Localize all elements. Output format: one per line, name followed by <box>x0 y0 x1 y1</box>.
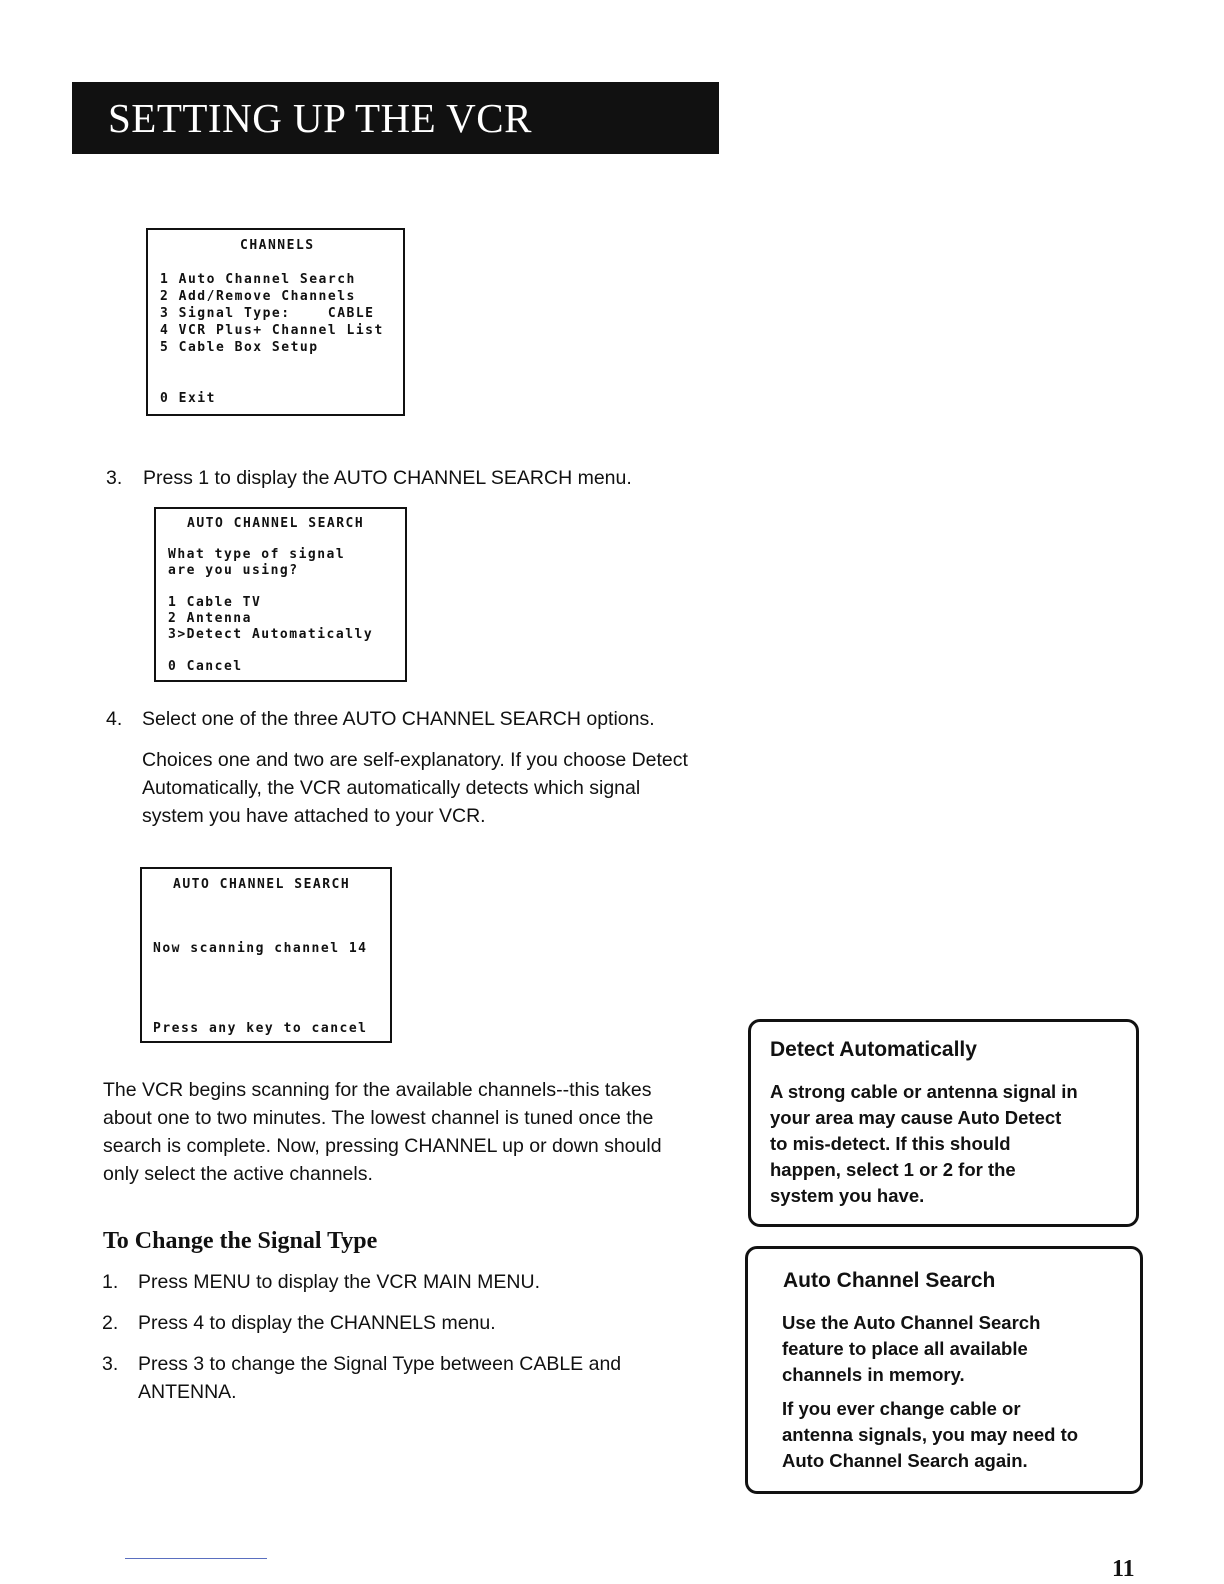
menu-title: CHANNELS <box>240 238 315 253</box>
step-text: Press MENU to display the VCR MAIN MENU. <box>138 1271 541 1293</box>
step-number: 3. <box>106 467 123 489</box>
step-detail <box>142 746 688 830</box>
auto-channel-search-menu-screen <box>154 507 407 682</box>
scan-paragraph <box>103 1076 662 1188</box>
text-line: Press 3 to change the Signal Type between CABLE and <box>138 1353 622 1375</box>
tip-box-detect-automatically <box>748 1019 1139 1227</box>
text-line: channels in memory. <box>782 1364 965 1385</box>
scanning-screen <box>140 867 392 1043</box>
menu-item: 3 Signal Type: CABLE <box>160 306 375 321</box>
text-line: A strong cable or antenna signal in <box>770 1081 1078 1102</box>
menu-item: 2 Add/Remove Channels <box>160 289 356 304</box>
step-number: 4. <box>106 708 123 730</box>
text-line: to mis-detect. If this should <box>770 1133 1011 1154</box>
text-line: system you have attached to your VCR. <box>142 805 486 827</box>
text-line: system you have. <box>770 1185 925 1206</box>
tip-title: Detect Automatically <box>770 1038 977 1061</box>
text-line: ANTENNA. <box>138 1381 237 1403</box>
tip-body <box>782 1310 1040 1388</box>
menu-item: 5 Cable Box Setup <box>160 340 319 355</box>
section-banner <box>72 82 719 154</box>
menu-question: are you using? <box>168 563 299 578</box>
menu-exit: 0 Exit <box>160 391 216 406</box>
menu-item: 1 Cable TV <box>168 595 262 610</box>
text-line: Use the Auto Channel Search <box>782 1312 1041 1333</box>
text-line: your area may cause Auto Detect <box>770 1107 1062 1128</box>
tip-body <box>770 1079 1078 1209</box>
page-title: SETTING UP THE VCR <box>108 95 532 141</box>
menu-title: AUTO CHANNEL SEARCH <box>187 516 365 531</box>
menu-cancel: 0 Cancel <box>168 659 243 674</box>
text-line: If you ever change cable or <box>782 1398 1021 1419</box>
text-line: only select the active channels. <box>103 1163 373 1185</box>
text-line: antenna signals, you may need to <box>782 1424 1079 1445</box>
tip-box-auto-channel-search <box>745 1246 1143 1494</box>
scan-status: Now scanning channel 14 <box>153 941 368 956</box>
step-number: 1. <box>102 1271 119 1293</box>
text-line: Auto Channel Search again. <box>782 1450 1028 1471</box>
menu-item: 4 VCR Plus+ Channel List <box>160 323 384 338</box>
page-number: 11 <box>1112 1556 1135 1582</box>
text-line: feature to place all available <box>782 1338 1028 1359</box>
text-line: Automatically, the VCR automatically detects which signal <box>142 777 641 799</box>
text-line: search is complete. Now, pressing CHANNEL up or down should <box>103 1135 662 1157</box>
step-text <box>138 1350 621 1406</box>
tip-title: Auto Channel Search <box>783 1269 996 1292</box>
text-line: happen, select 1 or 2 for the <box>770 1159 1016 1180</box>
step-text: Press 1 to display the AUTO CHANNEL SEARCH menu. <box>143 467 632 489</box>
channels-menu-screen <box>146 228 405 416</box>
step-text: Press 4 to display the CHANNELS menu. <box>138 1312 496 1334</box>
step-text: Select one of the three AUTO CHANNEL SEARCH options. <box>142 708 655 730</box>
menu-item: 1 Auto Channel Search <box>160 272 356 287</box>
menu-item-selected: 3>Detect Automatically <box>168 627 374 642</box>
text-line: The VCR begins scanning for the available channels--this takes <box>103 1079 652 1101</box>
text-line: about one to two minutes. The lowest channel is tuned once the <box>103 1107 654 1129</box>
step-number: 3. <box>102 1353 119 1375</box>
menu-question: What type of signal <box>168 547 346 562</box>
text-line: Choices one and two are self-explanatory. If you choose Detect <box>142 749 688 771</box>
step-number: 2. <box>102 1312 119 1334</box>
footer-rule <box>125 1558 267 1559</box>
menu-title: AUTO CHANNEL SEARCH <box>173 877 351 892</box>
tip-body <box>782 1396 1078 1474</box>
section-subheading: To Change the Signal Type <box>103 1228 378 1254</box>
menu-item: 2 Antenna <box>168 611 252 626</box>
scan-hint: Press any key to cancel <box>153 1021 368 1036</box>
